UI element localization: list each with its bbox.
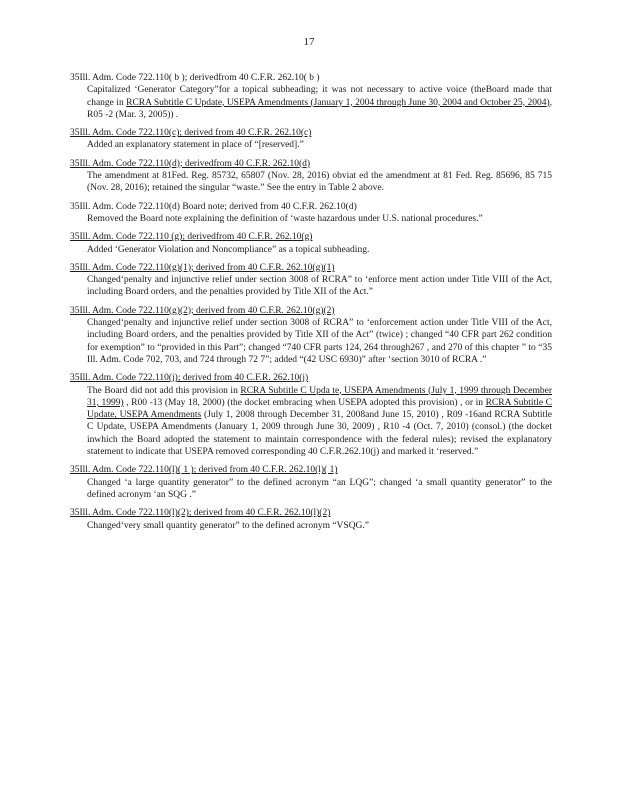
- citation: 35Ill. Adm. Code 722.110(g)(2); derived from 40 C.F.R. 262.10(g)(2): [70, 305, 335, 316]
- entry-description: The Board did not add this provision in RCRA Subtitle C Upda te, USEPA Amendments (July 1, 1999 through December 31, 1999) , R00 -13 (May 18, 2000) (the docket embracing when USEPA adopted this provision) , or in RCRA Subtitle C Update, USEPA Amendments (July 1, 2008 through December 31, 2008and June 15, 2010) , R09 -16and RCRA Subtitle C Update, USEPA Amendments (January 1, 2009 through June 30, 2009) , R10 -4 (Oct. 7, 2010) (consol.) (the docket inwhich the Board adopted the statement to maintain correspondence with the federal rules); revised the explanatory statement to indicate that USEPA removed corresponding 40 C.F.R.262.10(j) and marked it ‘reserved.”: [87, 385, 553, 458]
- cited-docket: RCRA Subtitle C Upda te, USEPA Amendments (July 1, 1999 through December 31, 1999): [87, 385, 552, 408]
- entry-description: Added an explanatory statement in place of “[reserved].”: [87, 140, 304, 151]
- citation: 35Ill. Adm. Code 722.110 (g); derivedfrom 40 C.F.R. 262.10(g): [70, 232, 313, 243]
- entry: [70, 305, 552, 366]
- entry: [70, 72, 552, 121]
- entry-description: The amendment at 81Fed. Reg. 85732, 65807 (Nov. 28, 2016) obviat ed the amendment at 81 Fed. Reg. 85696, 85 715 (Nov. 28, 2016); retained the singular “waste.” See the entry in Table 2 above.: [87, 171, 552, 194]
- entry-description: Changed‘penalty and injunctive relief under section 3008 of RCRA” to ‘enforce ment action under Title VIII of the Act, including Board orders, and the penalties provided by Title XII of the Act.”: [87, 275, 552, 298]
- entry-description: Capitalized ‘Generator Category”for a topical subheading; it was not necessary to active voice (theBoard made that change in RCRA Subtitle C Update, USEPA Amendments (January 1, 2004 through June 30, 2004 and October 25, 2004), R05 -2 (Mar. 3, 2005)) .: [87, 85, 553, 120]
- entry: [70, 127, 552, 152]
- cited-docket: RCRA Subtitle C Update, USEPA Amendments (January 1, 2004 through June 30, 2004 and October 25, 2004): [126, 97, 550, 108]
- entry: [70, 262, 552, 299]
- entry-description: Changed‘very small quantity generator” to the defined acronym “VSQG.”: [87, 520, 370, 531]
- entry: [70, 507, 552, 532]
- cited-docket: RCRA Subtitle C Update, USEPA Amendments: [87, 397, 552, 421]
- entry: [70, 231, 552, 256]
- entry: [70, 158, 552, 195]
- amendment-entries: [70, 72, 552, 538]
- entry-description: Changed ‘a large quantity generator” to the defined acronym “an LQG”; changed ‘a small quantity generator” to the defined acronym ‘an SQG .”: [87, 477, 552, 500]
- citation: 35Ill. Adm. Code 722.110(l)(2); derived from 40 C.F.R. 262.10(l)(2): [70, 508, 331, 519]
- page-number: 17: [303, 36, 315, 48]
- citation: 35Ill. Adm. Code 722.110(d) Board note; derived from 40 C.F.R. 262.10(d): [70, 201, 357, 212]
- entry: [70, 464, 552, 501]
- entry: [70, 372, 552, 458]
- entry: [70, 201, 552, 226]
- citation: 35Ill. Adm. Code 722.110( b ); derivedfrom 40 C.F.R. 262.10( b ): [70, 73, 320, 83]
- entry-description: Added ‘Generator Violation and Noncompliance” as a topical subheading.: [87, 244, 370, 255]
- citation: 35Ill. Adm. Code 722.110(g)(1); derived from 40 C.F.R. 262.10(g)(1): [70, 262, 335, 273]
- entry-description: Removed the Board note explaining the definition of ‘waste hazardous under U.S. national procedures.”: [87, 213, 483, 224]
- citation: 35Ill. Adm. Code 722.110(l)( 1 ); derived from 40 C.F.R. 262.10(l)( 1): [70, 465, 338, 476]
- citation: 35Ill. Adm. Code 722.110(d); derivedfrom 40 C.F.R. 262.10(d): [70, 158, 311, 169]
- citation: 35Ill. Adm. Code 722.110(c); derived from 40 C.F.R. 262.10(c): [70, 128, 312, 139]
- entry-description: Changed‘penalty and injunctive relief under section 3008 of RCRA” to ‘enforcement action under Title VIII of the Act, including Board orders, and the penalties provided by Title XII of the Act” (twice) ; changed “40 CFR part 262 condition for exemption” to “provided in this Part”; changed “740 CFR parts 124, 264 through267 , and 270 of this chapter ” to “35 Ill. Adm. Code 702, 703, and 724 through 72 7”; added “(42 USC 6930)” after ‘section 3010 of RCRA .”: [87, 318, 552, 365]
- citation: 35Ill. Adm. Code 722.110(j); derived from 40 C.F.R. 262.10(j): [70, 373, 309, 384]
